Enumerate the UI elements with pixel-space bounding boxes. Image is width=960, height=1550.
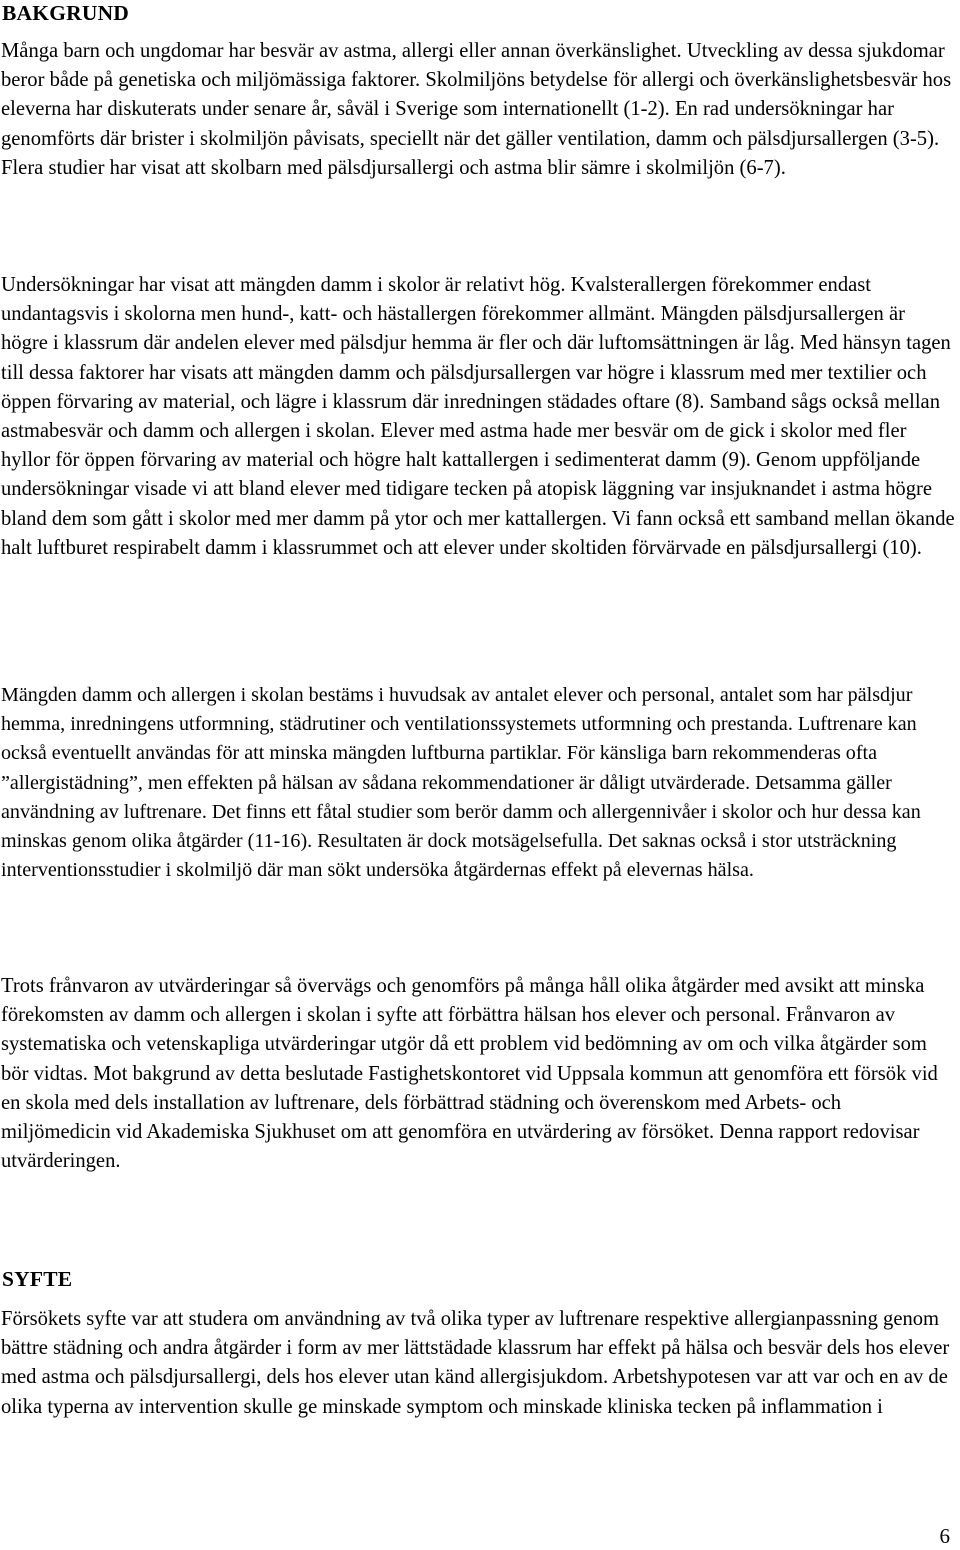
- paragraph-purpose-1: Försökets syfte var att studera om användning av två olika typer av luftrenare respektive allergianpassning genom bättre städning och andra åtgärder i form av mer lättstädade klassrum har effekt på hälsa och besvär dels hos elever med astma och pälsdjursallergi, dels hos elever utan känd allergisjukdom. Arbetshypotesen var att var och en av de olika typerna av intervention skulle ge minskade symptom och minskade kliniska tecken på inflammation i: [1, 1308, 950, 1418]
- paragraph-background-2: Undersökningar har visat att mängden damm i skolor är relativt hög. Kvalsterallergen förekommer endast undantagsvis i skolorna men hund-, katt- och hästallergen förekommer allmänt. Mängden pälsdjursallergen är högre i klassrum där andelen elever med pälsdjur hemma är fler och där luftomsättningen är låg. Med hänsyn tagen till dessa faktorer har visats att mängden damm och pälsdjursallergen var högre i klassrum med mer textilier och öppen förvaring av material, och lägre i klassrum där inredningen städades oftare (8). Samband sågs också mellan astmabesvär och damm och allergen i skolan. Elever med astma hade mer besvär om de gick i skolor med fler hyllor för öppen förvaring av material och högre halt kattallergen i sedimenterat damm (9). Genom uppföljande undersökningar visade vi att bland elever med tidigare tecken på atopisk läggning var insjuknandet i astma högre bland dem som gått i skolor med mer damm på ytor och mer kattallergen. Vi fann också ett samband mellan ökande halt luftburet respirabelt damm i klassrummet och att elever under skoltiden förvärvade en pälsdjursallergi (10).: [1, 274, 955, 559]
- page-number: 6: [939, 1524, 950, 1548]
- heading-background: BAKGRUND: [2, 1, 130, 25]
- paragraph-background-3: Mängden damm och allergen i skolan bestäms i huvudsak av antalet elever och personal, antalet som har pälsdjur hemma, inredningens utformning, städrutiner och ventilationssystemets utformning och prestanda. Luftrenare kan också eventuellt användas för att minska mängden luftburna partiklar. För känsliga barn rekommenderas ofta ”allergistädning”, men effekten på hälsan av sådana rekommendationer är dåligt utvärderade. Detsamma gäller användning av luftrenare. Det finns ett fåtal studier som berör damm och allergennivåer i skolor och hur dessa kan minskas genom olika åtgärder (11-16). Resultaten är dock motsägelsefulla. Det saknas också i stor utsträckning interventionsstudier i skolmiljö där man sökt undersöka åtgärdernas effekt på elevernas hälsa.: [1, 684, 921, 882]
- paragraph-background-1: Många barn och ungdomar har besvär av astma, allergi eller annan överkänslighet. Utveckling av dessa sjukdomar beror både på genetiska och miljömässiga faktorer. Skolmiljöns betydelse för allergi och överkänslighetsbesvär hos eleverna har diskuterats under senare år, såväl i Sverige som internationellt (1-2). En rad undersökningar har genomförts där brister i skolmiljön påvisats, speciellt när det gäller ventilation, damm och pälsdjursallergen (3-5). Flera studier har visat att skolbarn med pälsdjursallergi och astma blir sämre i skolmiljön (6-7).: [1, 40, 952, 179]
- paragraph-background-4: Trots frånvaron av utvärderingar så övervägs och genomförs på många håll olika åtgärder med avsikt att minska förekomsten av damm och allergen i skolan i syfte att förbättra hälsan hos elever och personal. Frånvaron av systematiska och vetenskapliga utvärderingar utgör då ett problem vid bedömning av om och vilka åtgärder som bör vidtas. Mot bakgrund av detta beslutade Fastighetskontoret vid Uppsala kommun att genomföra ett försök vid en skola med dels installation av luftrenare, dels förbättrad städning och överenskom med Arbets- och miljömedicin vid Akademiska Sjukhuset om att genomföra en utvärdering av försöket. Denna rapport redovisar utvärderingen.: [1, 975, 938, 1173]
- heading-purpose: SYFTE: [2, 1267, 73, 1291]
